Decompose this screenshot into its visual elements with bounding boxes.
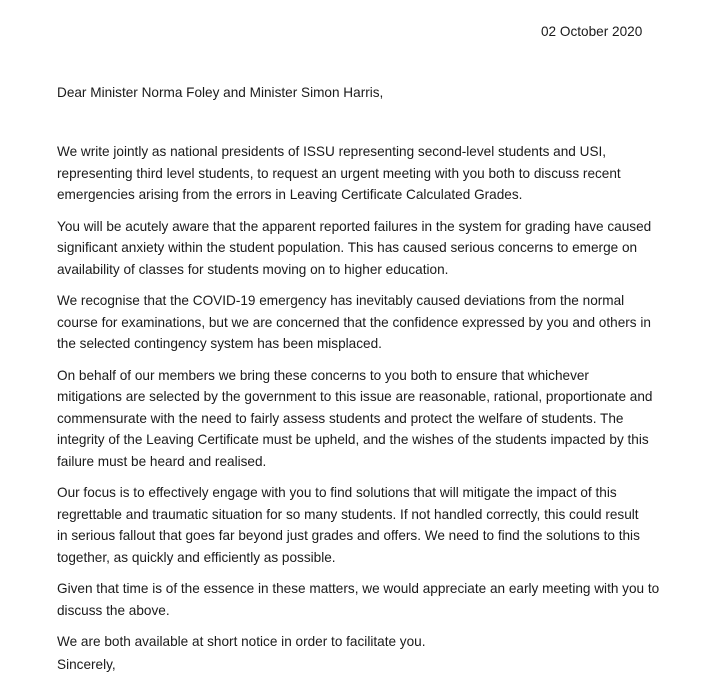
paragraph-line: On behalf of our members we bring these concerns to you both to ensure that whichever	[57, 367, 589, 383]
paragraph-line: discuss the above.	[57, 602, 170, 618]
letter-date: 02 October 2020	[541, 24, 643, 39]
paragraph-line: course for examinations, but we are concerned that the confidence expressed by you and others in	[57, 314, 651, 330]
paragraph-line: We write jointly as national presidents of ISSU representing second-level students and USI,	[57, 144, 607, 159]
paragraph-line: We recognise that the COVID-19 emergency has inevitably caused deviations from the normal	[57, 293, 625, 308]
letter-paragraph	[57, 365, 707, 473]
letter-paragraph	[57, 482, 707, 568]
paragraph-line: Given that time is of the essence in these matters, we would appreciate an early meeting with you to	[57, 581, 660, 596]
letter-paragraph	[57, 290, 707, 355]
paragraph-line: You will be acutely aware that the apparent reported failures in the system for grading have caused	[57, 218, 652, 234]
letter-paragraph	[57, 578, 707, 621]
paragraph-line: representing third level students, to request an urgent meeting with you both to discuss recent	[57, 165, 621, 181]
paragraph-line: failure must be heard and realised.	[57, 453, 267, 469]
paragraph-line: emergencies arising from the errors in Leaving Certificate Calculated Grades.	[57, 187, 523, 202]
paragraph-line: integrity of the Leaving Certificate must be upheld, and the wishes of the students impacted by this	[57, 432, 649, 447]
paragraph-line: We are both available at short notice in order to facilitate you.	[57, 634, 426, 649]
letter-paragraph	[57, 631, 707, 653]
letter-paragraph	[57, 141, 707, 206]
paragraph-line: in serious fallout that goes far beyond just grades and offers. We need to find the solutions to this	[57, 528, 640, 543]
paragraph-line: availability of classes for students moving on to higher education.	[57, 261, 449, 277]
paragraph-line: mitigations are selected by the government to this issue are reasonable, rational, proportionate and	[57, 389, 653, 404]
letter-salutation: Dear Minister Norma Foley and Minister Simon Harris,	[57, 85, 384, 100]
paragraph-line: together, as quickly and efficiently as possible.	[57, 549, 336, 565]
letter-paragraph	[57, 216, 707, 281]
letter-body	[57, 141, 707, 663]
letter-closing: Sincerely,	[57, 657, 116, 672]
paragraph-line: commensurate with the need to fairly assess students and protect the welfare of students. The	[57, 410, 624, 426]
paragraph-line: Our focus is to effectively engage with you to find solutions that will mitigate the impact of this	[57, 485, 617, 500]
paragraph-line: significant anxiety within the student population. This has caused serious concerns to emerge on	[57, 240, 638, 255]
paragraph-line: the selected contingency system has been misplaced.	[57, 336, 382, 351]
paragraph-line: regrettable and traumatic situation for so many students. If not handled correctly, this could result	[57, 506, 639, 522]
